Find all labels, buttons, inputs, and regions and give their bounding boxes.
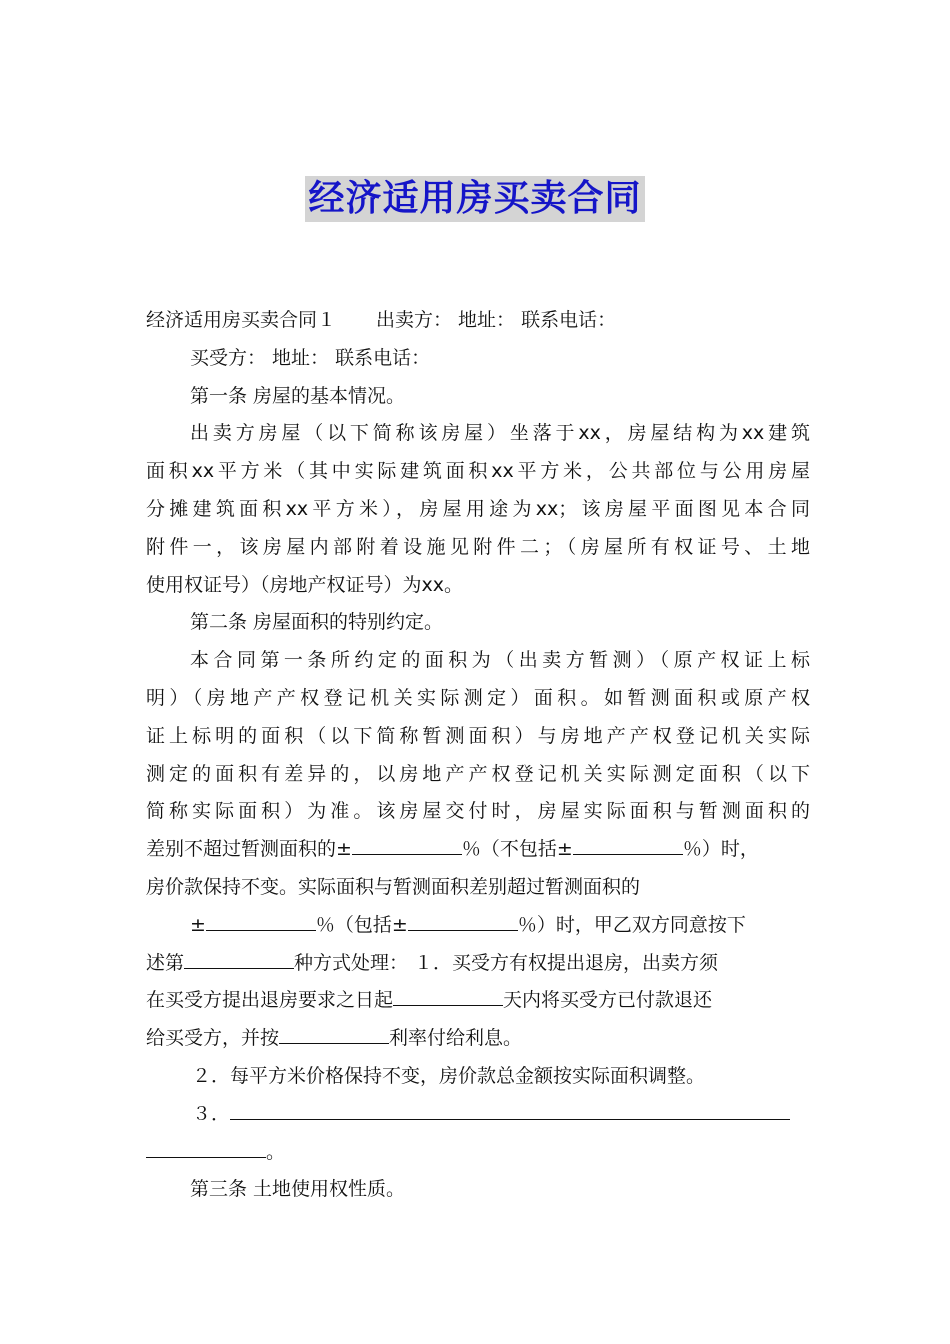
buyer-info: 买受方： 地址： 联系电话： (190, 346, 431, 369)
blank-field (573, 832, 683, 855)
paragraph-line: 本合同第一条所约定的面积为（出卖方暂测）（原产权证上标 (190, 649, 810, 672)
paragraph-line (146, 982, 810, 1020)
paragraph-line: ２．每平方米价格保持不变，房价款总金额按实际面积调整。 (192, 1064, 706, 1087)
blank-field (352, 832, 462, 855)
paragraph-line (146, 1020, 810, 1058)
text-segment: 。 (266, 1140, 286, 1163)
article-3-heading: 第三条 土地使用权性质。 (190, 1178, 406, 1201)
article-1-heading: 第一条 房屋的基本情况。 (190, 384, 406, 407)
article-2-heading: 第二条 房屋面积的特别约定。 (190, 611, 444, 634)
text-segment: 天内将买受方已付款退还 (503, 989, 713, 1012)
text-segment: 差别不超过暂测面积的± (146, 838, 352, 861)
seller-info: 出卖方： 地址： 联系电话： (376, 309, 617, 331)
paragraph-line (146, 945, 810, 983)
paragraph-line: 证上标明的面积（以下简称暂测面积）与房地产产权登记机关实际 (146, 724, 810, 747)
paragraph-line: 明）（房地产产权登记机关实际测定）面积。如暂测面积或原产权 (146, 686, 810, 709)
paragraph-line (146, 302, 810, 340)
text-segment: 述第 (146, 951, 185, 974)
contract-heading: 经济适用房买卖合同１ (146, 309, 337, 331)
blank-field (408, 908, 518, 931)
blank-field (184, 946, 294, 969)
text-segment: ％）时， (682, 838, 759, 861)
paragraph-line: 简称实际面积）为准。该房屋交付时，房屋实际面积与暂测面积的 (146, 800, 810, 823)
text-segment: 利率付给利息。 (389, 1027, 523, 1050)
paragraph-line (146, 1096, 810, 1134)
text-segment: ３． (192, 1102, 231, 1125)
text-segment: ％）时，甲乙双方同意按下 (517, 913, 746, 936)
paragraph-line: 使用权证号）（房地产权证号）为xx。 (146, 573, 463, 596)
paragraph-line (146, 831, 810, 869)
text-segment: 在买受方提出退房要求之日起 (146, 989, 394, 1012)
paragraph-line: 测定的面积有差异的，以房地产产权登记机关实际测定面积（以下 (146, 762, 810, 785)
paragraph-line (146, 1134, 810, 1172)
blank-field (146, 1135, 266, 1158)
text-segment: 给买受方，并按 (146, 1027, 280, 1050)
document-title (0, 176, 950, 222)
text-segment: ± (190, 913, 206, 936)
paragraph-line: 房价款保持不变。实际面积与暂测面积差别超过暂测面积的 (146, 875, 641, 898)
paragraph-line: 出卖方房屋（以下简称该房屋）坐落于xx，房屋结构为xx建筑 (190, 422, 810, 445)
document-body (146, 302, 810, 1209)
blank-field (279, 1021, 389, 1044)
paragraph-line: 面积xx平方米（其中实际建筑面积xx平方米，公共部位与公用房屋 (146, 460, 810, 483)
blank-field (206, 908, 316, 931)
paragraph-line: 分摊建筑面积xx平方米），房屋用途为xx；该房屋平面图见本合同 (146, 497, 810, 520)
paragraph-line (146, 907, 810, 945)
text-segment: 种方式处理： １．买受方有权提出退房，出卖方须 (294, 951, 719, 974)
title-text: 经济适用房买卖合同 (305, 176, 644, 222)
blank-field (393, 983, 503, 1006)
text-segment: ％（不包括± (461, 838, 573, 861)
blank-field (230, 1097, 790, 1120)
paragraph-line: 附件一，该房屋内部附着设施见附件二；（房屋所有权证号、土地 (146, 535, 810, 558)
text-segment: ％（包括± (315, 913, 408, 936)
